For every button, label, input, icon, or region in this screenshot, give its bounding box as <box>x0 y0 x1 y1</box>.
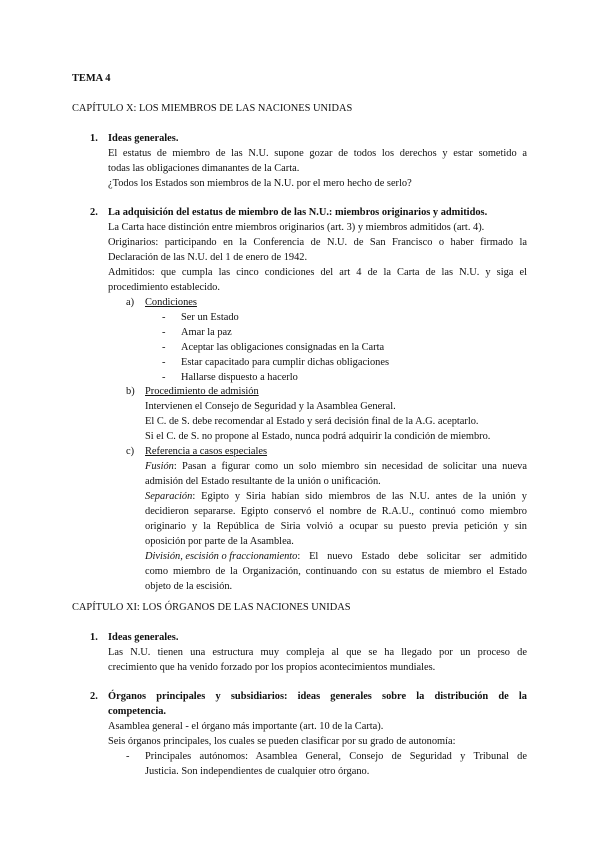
list-label: b) <box>126 386 135 397</box>
list-label: a) <box>126 297 135 308</box>
subsection-title: Condiciones <box>145 297 197 308</box>
section-number: 2. <box>90 207 98 218</box>
paragraph-line: : El nuevo Estado debe solicitar ser admitido <box>297 551 527 562</box>
paragraph-line: originario y la República de Siria volvió a ocupar su puesto previa petición y sin <box>145 521 527 532</box>
list-item: Hallarse dispuesto a hacerlo <box>181 372 298 383</box>
paragraph-line: El C. de S. debe recomendar al Estado y será decisión final de la A.G. aceptarlo. <box>145 416 479 427</box>
paragraph-line: Las N.U. tienen una estructura muy compleja al que se ha llegado por un proceso de <box>108 647 527 658</box>
document-title: TEMA 4 <box>72 73 111 84</box>
paragraph-line: Intervienen el Consejo de Seguridad y la Asamblea General. <box>145 401 396 412</box>
list-item: Principales autónomos: Asamblea General, Consejo de Seguridad y Tribunal de <box>145 751 527 762</box>
paragraph-line: Si el C. de S. no propone al Estado, nunca podrá adquirir la condición de miembro. <box>145 431 491 442</box>
list-item: Amar la paz <box>181 327 232 338</box>
section-title: Órganos principales y subsidiarios: ideas generales sobre la distribución de la <box>108 691 527 702</box>
list-label: c) <box>126 446 135 457</box>
section-title: Ideas generales. <box>108 133 179 144</box>
section-title: competencia. <box>108 706 166 717</box>
paragraph-line: : Pasan a figurar como un solo miembro sin necesidad de solicitar una nueva <box>173 461 527 472</box>
paragraph-line: Asamblea general - el órgano más importante (art. 10 de la Carta). <box>108 721 384 732</box>
paragraph-line: procedimiento establecido. <box>108 282 220 293</box>
section-title: La adquisición del estatus de miembro de las N.U.: miembros originarios y admitidos. <box>108 207 488 218</box>
paragraph-line: La Carta hace distinción entre miembros originarios (art. 3) y miembros admitidos (art. 4). <box>108 222 485 233</box>
paragraph-line: crecimiento que ha venido forzado por los propios acontecimientos mundiales. <box>108 662 436 673</box>
paragraph-line: El estatus de miembro de las N.U. supone gozar de todos los derechos y estar sometido a <box>108 148 527 159</box>
dash-bullet: - <box>162 372 166 383</box>
chapter-xi-heading: CAPÍTULO XI: LOS ÓRGANOS DE LAS NACIONES UNIDAS <box>72 602 351 613</box>
list-item: Ser un Estado <box>181 312 239 323</box>
paragraph-line: como miembro de la Organización, continuando con su estatus de miembro el Estado <box>145 566 527 577</box>
section-number: 1. <box>90 133 98 144</box>
separacion-line <box>145 489 527 504</box>
section-number: 1. <box>90 632 98 643</box>
paragraph-line: : Egipto y Siria habían sido miembros de las N.U. antes de la unión y <box>192 491 527 502</box>
list-item: Estar capacitado para cumplir dichas obligaciones <box>181 357 390 368</box>
section-title: Ideas generales. <box>108 632 179 643</box>
division-term: División, escisión o fraccionamiento <box>145 551 298 562</box>
dash-bullet: - <box>162 357 166 368</box>
paragraph-line: oposición por parte de la Asamblea. <box>145 536 294 547</box>
paragraph-line: decidieron separarse. Egipto conservó el nombre de R.A.U., continuó como miembro <box>145 506 527 517</box>
list-item: Justicia. Son independientes de cualquier otro órgano. <box>145 766 370 777</box>
dash-bullet: - <box>126 751 130 762</box>
paragraph-line: Seis órganos principales, los cuales se pueden clasificar por su grado de autonomía: <box>108 736 456 747</box>
section-number: 2. <box>90 691 98 702</box>
separacion-term: Separación <box>145 491 193 502</box>
paragraph-line: Admitidos: que cumpla las cinco condiciones del art 4 de la Carta de las N.U. y siga el <box>108 267 527 278</box>
list-item: Aceptar las obligaciones consignadas en la Carta <box>181 342 385 353</box>
paragraph-line: admisión del Estado resultante de la unión o unificación. <box>145 476 381 487</box>
dash-bullet: - <box>162 342 166 353</box>
paragraph-line: todas las obligaciones dimanantes de la Carta. <box>108 163 300 174</box>
chapter-x-heading: CAPÍTULO X: LOS MIEMBROS DE LAS NACIONES UNIDAS <box>72 103 353 114</box>
paragraph-line: objeto de la escisión. <box>145 581 233 592</box>
subsection-title: Procedimiento de admisión <box>145 386 259 397</box>
fusion-line <box>145 459 527 474</box>
paragraph-line: ¿Todos los Estados son miembros de la N.U. por el mero hecho de serlo? <box>108 178 412 189</box>
paragraph-line: Originarios: participando en la Conferencia de N.U. de San Francisco o haber firmado la <box>108 237 527 248</box>
paragraph-line: Declaración de las N.U. del 1 de enero de 1942. <box>108 252 308 263</box>
dash-bullet: - <box>162 312 166 323</box>
subsection-title: Referencia a casos especiales <box>145 446 268 457</box>
fusion-term: Fusión <box>145 461 174 472</box>
division-line <box>145 549 527 564</box>
dash-bullet: - <box>162 327 166 338</box>
